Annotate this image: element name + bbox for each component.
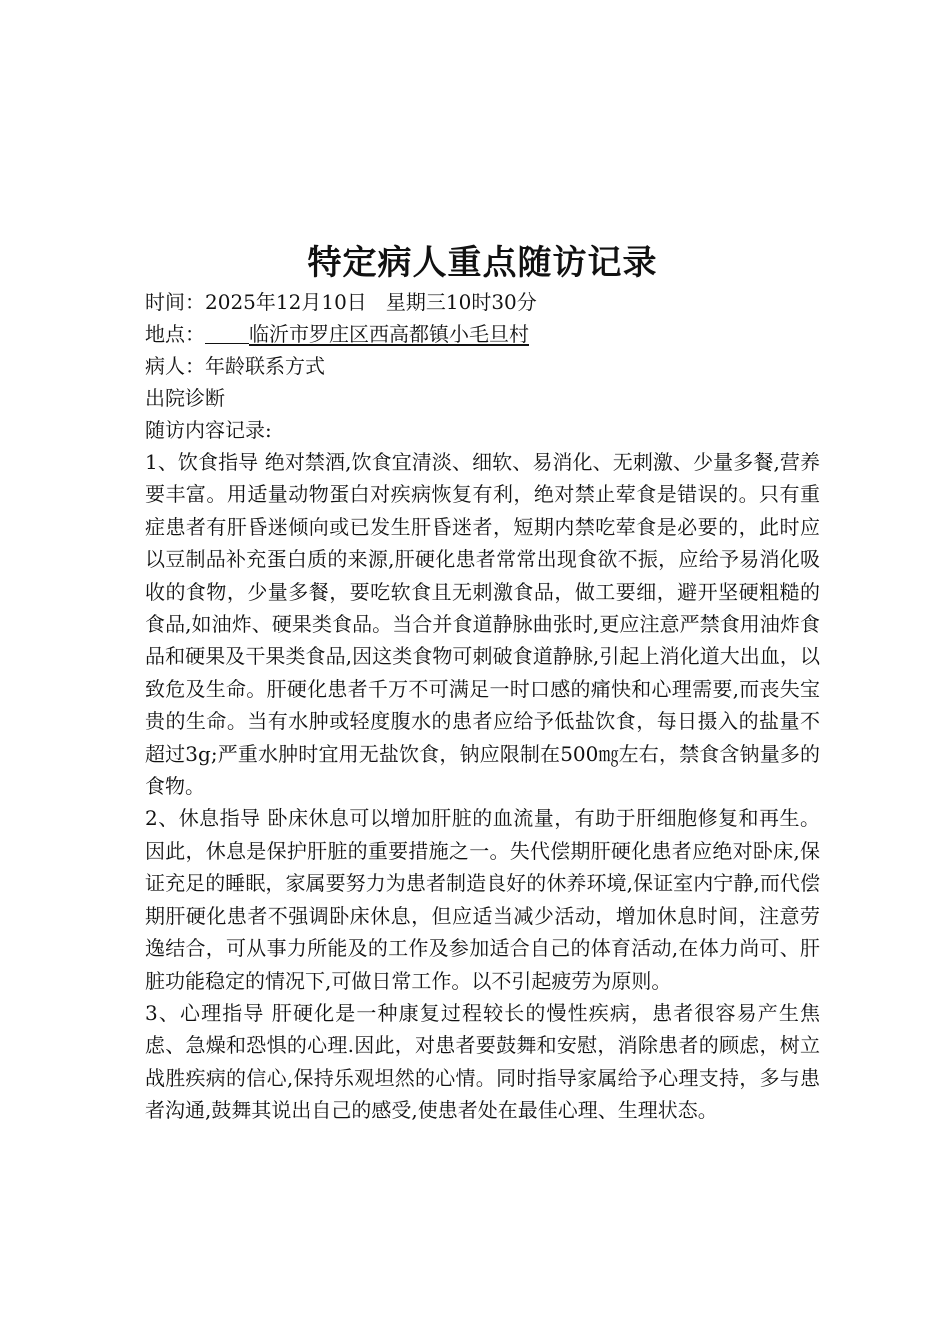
location-value: 临沂市罗庄区西高都镇小毛旦村: [249, 322, 529, 346]
section-psychological-guidance: 3、心理指导 肝硬化是一种康复过程较长的慢性疾病，患者很容易产生焦虑、急燥和恐惧的心理.因此，对患者要鼓舞和安慰，消除患者的顾虑，树立战胜疾病的信心,保持乐观坦然的心情。同时指导家属给予心理支持，多与患者沟通,鼓舞其说出自己的感受,使患者处在最佳心理、生理状态。: [145, 1000, 820, 1123]
record-heading: 随访内容记录:: [145, 418, 272, 442]
location-label: 地点：: [145, 322, 205, 346]
discharge-diagnosis: 出院诊断: [145, 386, 225, 410]
patient-row: [145, 350, 820, 382]
time-label: 时间：: [145, 290, 205, 314]
page-title: 特定病人重点随访记录: [307, 243, 658, 283]
document-page: [145, 240, 820, 1127]
location-underline-pad: [205, 343, 249, 344]
patient-label: 病人：: [145, 354, 205, 378]
time-value: 2025年12月10日 星期三10时30分: [205, 290, 537, 314]
section-rest-guidance: 2、休息指导 卧床休息可以增加肝脏的血流量，有助于肝细胞修复和再生。因此，休息是保护肝脏的重要措施之一。失代偿期肝硬化患者应绝对卧床,保证充足的睡眠，家属要努力为患者制造良好的休养环境,保证室内宁静,而代偿期肝硬化患者不强调卧床休息，但应适当减少活动，增加休息时间，注意劳逸结合，可从事力所能及的工作及参加适合自己的体育活动,在体力尚可、肝脏功能稳定的情况下,可做日常工作。以不引起疲劳为原则。: [145, 806, 820, 993]
location-row: [145, 318, 820, 350]
section-diet-guidance: 1、饮食指导 绝对禁酒,饮食宜清淡、细软、易消化、无刺激、少量多餐,营养要丰富。用适量动物蛋白对疾病恢复有利，绝对禁止荤食是错误的。只有重症患者有肝昏迷倾向或已发生肝昏迷者，短期内禁吃荤食是必要的，此时应以豆制品补充蛋白质的来源,肝硬化患者常常出现食欲不振，应给予易消化吸收的食物，少量多餐，要吃软食且无刺激食品，做工要细，避开坚硬粗糙的食品,如油炸、硬果类食品。当合并食道静脉曲张时,更应注意严禁食用油炸食品和硬果及干果类食品,因这类食物可刺破食道静脉,引起上消化道大出血，以致危及生命。肝硬化患者千万不可满足一时口感的痛快和心理需要,而丧失宝贵的生命。当有水肿或轻度腹水的患者应给予低盐饮食，每日摄入的盐量不超过3g;严重水肿时宜用无盐饮食，钠应限制在500㎎左右，禁食含钠量多的食物。: [145, 450, 820, 799]
time-row: [145, 286, 820, 318]
patient-fields: 年龄联系方式: [205, 354, 325, 378]
